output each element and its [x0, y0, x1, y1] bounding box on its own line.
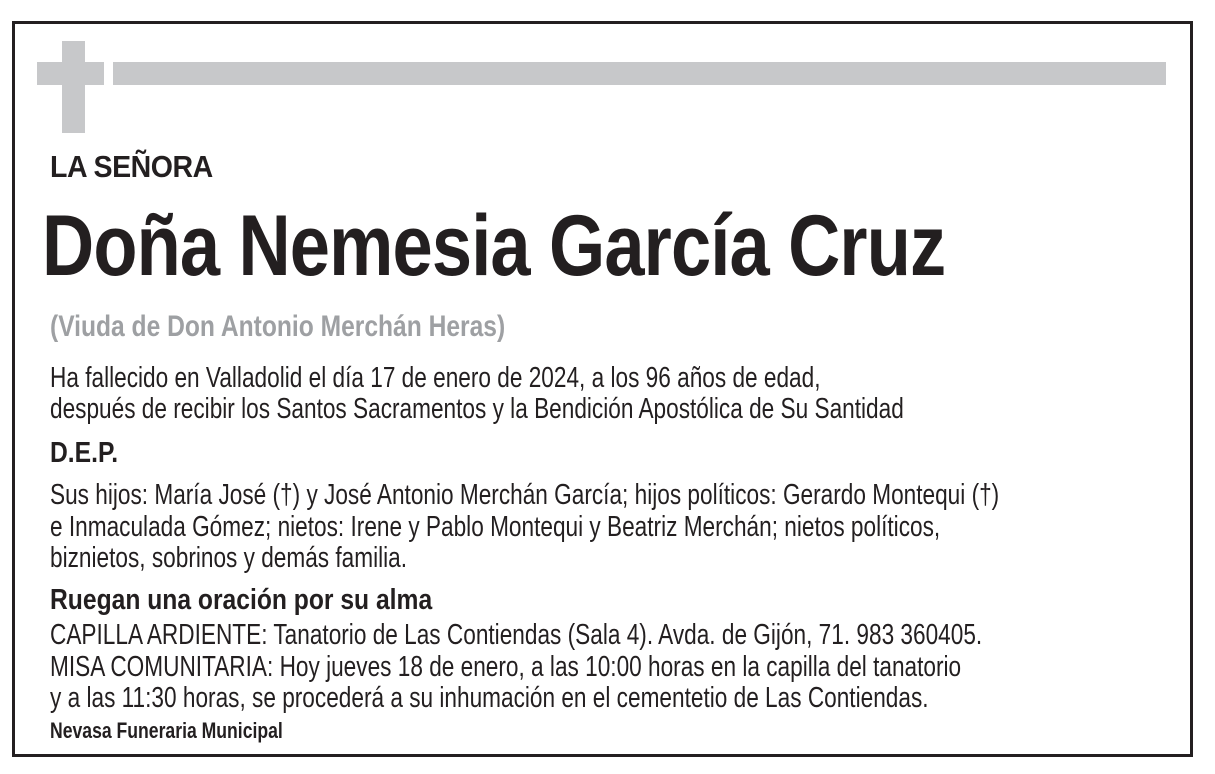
deceased-name: Doña Nemesia García Cruz [42, 198, 946, 294]
service-details-line-1: CAPILLA ARDIENTE: Tanatorio de Las Contiendas (Sala 4). Avda. de Gijón, 71. 983 360405. [50, 619, 983, 651]
relation-line: (Viuda de Don Antonio Merchán Heras) [50, 310, 506, 343]
service-details-line-3: y a las 11:30 horas, se procederá a su inhumación en el cementetio de Las Contiendas. [50, 682, 929, 714]
family-list-line-3: biznietos, sobrinos y demás familia. [50, 542, 408, 574]
cross-icon-horizontal-bar [37, 62, 104, 85]
family-list-line-2: e Inmaculada Gómez; nietos: Irene y Pablo Montequi y Beatriz Merchán; nietos políticos, [50, 510, 941, 543]
death-announcement-line-1: Ha fallecido en Valladolid el día 17 de enero de 2024, a los 96 años de edad, [50, 362, 821, 394]
family-list-line-1: Sus hijos: María José (†) y José Antonio Merchán García; hijos políticos: Gerardo Montequi (†) [50, 479, 1000, 511]
prayer-request: Ruegan una oración por su alma [50, 584, 433, 616]
death-announcement [50, 363, 904, 425]
rip-abbreviation: D.E.P. [50, 437, 119, 469]
family-list [50, 480, 999, 575]
death-announcement-line-2: después de recibir los Santos Sacramentos y la Bendición Apostólica de Su Santidad [50, 393, 904, 425]
honorific-label: LA SEÑORA [50, 149, 213, 184]
service-details [50, 620, 982, 715]
header-divider-bar [113, 62, 1166, 85]
cross-icon-vertical-bar [62, 41, 85, 133]
service-details-line-2: MISA COMUNITARIA: Hoy jueves 18 de enero, a las 10:00 horas en la capilla del tanatorio [50, 650, 962, 683]
funeral-home-name: Nevasa Funeraria Municipal [50, 718, 283, 743]
